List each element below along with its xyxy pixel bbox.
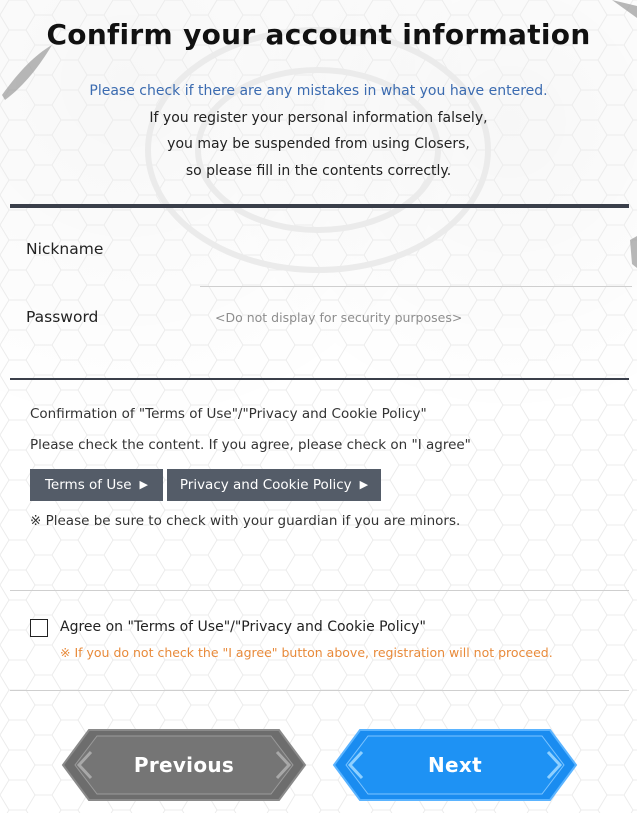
next-button-label: Next: [428, 753, 482, 777]
intro-line-2: you may be suspended from using Closers,: [167, 136, 470, 152]
agree-checkbox[interactable]: [30, 619, 48, 637]
intro-check-mistakes: Please check if there are any mistakes in what you have entered.: [89, 83, 548, 99]
terms-of-use-button-label: Terms of Use: [44, 477, 132, 493]
agree-label[interactable]: Agree on "Terms of Use"/"Privacy and Cookie Policy": [60, 619, 426, 635]
next-button[interactable]: [332, 728, 578, 802]
guardian-note: ※ Please be sure to check with your guardian if you are minors.: [30, 513, 461, 529]
section-divider-top: [10, 204, 629, 208]
play-arrow-icon: ▶: [359, 478, 369, 491]
section-divider-middle: [10, 378, 629, 380]
intro-line-3: so please fill in the contents correctly.: [185, 162, 452, 179]
intro-line-1: If you register your personal information falsely,: [149, 109, 488, 126]
privacy-policy-button-label: Privacy and Cookie Policy: [179, 477, 352, 493]
previous-button-label: Previous: [133, 753, 235, 777]
section-divider-agree-top: [10, 590, 629, 591]
nickname-input[interactable]: [200, 236, 632, 287]
intro-text: [0, 78, 637, 184]
password-security-note: <Do not display for security purposes>: [215, 310, 463, 325]
terms-confirmation-title: Confirmation of "Terms of Use"/"Privacy and Cookie Policy": [30, 406, 427, 422]
agree-warning: ※ If you do not check the "I agree" button above, registration will not proceed.: [60, 645, 553, 660]
terms-of-use-button[interactable]: [30, 469, 163, 501]
terms-instruction: Please check the content. If you agree, please check on "I agree": [30, 437, 471, 453]
section-divider-agree-bottom: [10, 690, 629, 691]
page-title: Confirm your account information: [46, 18, 591, 51]
nickname-label: Nickname: [26, 240, 104, 258]
previous-button[interactable]: [61, 728, 307, 802]
password-label: Password: [26, 308, 99, 326]
privacy-policy-button[interactable]: [167, 469, 381, 501]
play-arrow-icon: ▶: [139, 478, 149, 491]
